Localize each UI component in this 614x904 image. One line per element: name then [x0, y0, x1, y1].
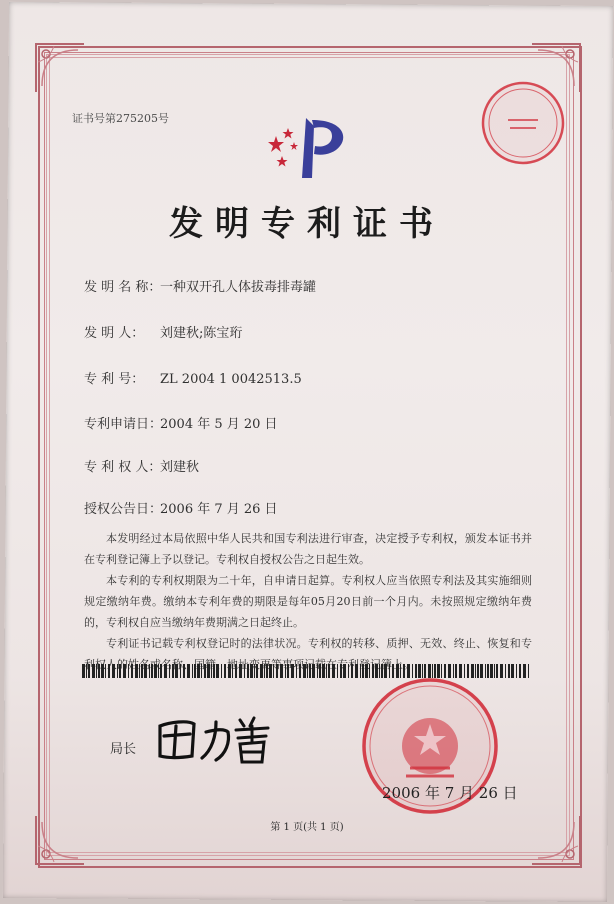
- barcode-bar: [500, 664, 503, 678]
- field-patentee: [84, 456, 199, 475]
- barcode-bar: [221, 664, 222, 678]
- barcode-bar: [303, 664, 306, 678]
- barcode-bar: [180, 664, 181, 678]
- seal-date: 2006 年 7 月 26 日: [382, 784, 518, 802]
- barcode-bar: [519, 664, 521, 678]
- barcode-bar: [232, 664, 233, 678]
- field-value: ZL 2004 1 0042513.5: [160, 372, 302, 387]
- barcode-bar: [340, 664, 342, 678]
- field-value: 刘建秋;陈宝珩: [160, 326, 243, 341]
- barcode-bar: [160, 664, 162, 678]
- barcode-bar: [88, 664, 90, 678]
- barcode-bar: [508, 664, 510, 678]
- director-signature-icon: [150, 712, 280, 768]
- barcode-bar: [505, 664, 506, 678]
- barcode-bar: [523, 664, 526, 678]
- field-application-date: [84, 413, 278, 432]
- barcode-bar: [256, 664, 258, 678]
- barcode-bar: [108, 664, 110, 678]
- barcode-bar: [285, 664, 286, 678]
- barcode-bar: [322, 664, 325, 678]
- barcode-bar: [326, 664, 327, 678]
- barcode-bar: [117, 664, 118, 678]
- barcode-bar: [96, 664, 97, 678]
- barcode-bar: [296, 664, 297, 678]
- barcode-bar: [139, 664, 140, 678]
- field-grant-date: [84, 498, 278, 517]
- corner-ornament-icon: [32, 40, 88, 96]
- barcode-bar: [224, 664, 226, 678]
- field-invention-name: [84, 276, 316, 295]
- barcode-bar: [211, 664, 212, 678]
- body-paragraph: 专利证书记载专利权登记时的法律状况。专利权的转移、质押、无效、终止、恢复和专 权人的姓名 称、国籍、地址变更 项 载在专利登记簿上。: [94, 637, 532, 671]
- field-label: 专利申请日：: [84, 417, 163, 432]
- field-patent-number: [84, 368, 302, 387]
- barcode-bar: [244, 664, 245, 678]
- barcode-bar: [355, 664, 358, 678]
- barcode-bar: [299, 664, 301, 678]
- barcode-bar: [291, 664, 294, 678]
- page-number: 第 1 页(共 1 页): [270, 822, 344, 833]
- barcode-bar: [197, 664, 200, 678]
- barcode-bar: [247, 664, 249, 678]
- barcode-bar: [269, 664, 272, 678]
- barcode-bar: [154, 664, 157, 678]
- field-label: 发 明 人：: [84, 326, 145, 341]
- barcode-bar: [207, 664, 210, 678]
- barcode-bar: [98, 664, 100, 678]
- barcode-bar: [123, 664, 126, 678]
- barcode-bar: [194, 664, 196, 678]
- barcode-bar: [239, 664, 242, 678]
- barcode-bar: [264, 664, 265, 678]
- field-label: 发 明 名 称：: [84, 280, 162, 295]
- barcode-bar: [511, 664, 514, 678]
- barcode-bar: [158, 664, 159, 678]
- field-value: 2004 年 5 月 20 日: [160, 417, 278, 432]
- barcode-bar: [328, 664, 330, 678]
- barcode-bar: [254, 664, 255, 678]
- barcode-bar: [287, 664, 289, 678]
- patent-office-logo-icon: [262, 112, 354, 184]
- barcode-bar: [528, 664, 529, 678]
- barcode-bar: [101, 664, 104, 678]
- barcode-bar: [317, 664, 318, 678]
- barcode-bar: [235, 664, 237, 678]
- barcode-bar: [351, 664, 353, 678]
- barcode-bar: [131, 664, 133, 678]
- barcode-bar: [319, 664, 321, 678]
- barcode-bar: [276, 664, 278, 678]
- field-value: 刘建秋: [160, 460, 200, 475]
- barcode-bar: [250, 664, 253, 678]
- barcode-bar: [164, 664, 167, 678]
- certificate-title: 发明专利证书: [169, 204, 445, 244]
- certificate-body: [84, 528, 532, 675]
- body-paragraph: 本发明经过本局依照中华人民共和国专利法进行审查，决定授予专利权，颁发本证书并在专利登记簿上予以登记。专利权自授权公告之日起生效。: [84, 532, 532, 566]
- barcode-bar: [135, 664, 138, 678]
- barcode-bar: [144, 664, 147, 678]
- barcode-bar: [82, 664, 85, 678]
- field-inventor: [84, 322, 242, 341]
- certificate-number: 证书号第275205号: [72, 112, 169, 125]
- barcode-bar: [516, 664, 517, 678]
- barcode-bar: [187, 664, 190, 678]
- barcode-bar: [204, 664, 206, 678]
- barcode-bar: [266, 664, 268, 678]
- barcode-bar: [92, 664, 95, 678]
- stamp-duty-seal-icon: [478, 78, 568, 168]
- barcode-bar: [309, 664, 311, 678]
- field-label: 授权公告日：: [84, 502, 163, 517]
- field-value: 一种双开孔人体拔毒排毒罐: [160, 280, 317, 295]
- barcode-bar: [112, 664, 115, 678]
- field-label: 专 利 号：: [84, 372, 145, 387]
- barcode-bar: [149, 664, 150, 678]
- barcode-bar: [213, 664, 215, 678]
- barcode-bar: [141, 664, 143, 678]
- barcode-bar: [260, 664, 263, 678]
- barcode-bar: [307, 664, 308, 678]
- barcode-bar: [201, 664, 202, 678]
- field-value: 2006 年 7 月 26 日: [160, 502, 278, 517]
- barcode-bar: [343, 664, 346, 678]
- barcode-bar: [86, 664, 87, 678]
- barcode-bar: [172, 664, 174, 678]
- barcode-bar: [183, 664, 185, 678]
- barcode-bar: [169, 664, 170, 678]
- barcode-bar: [216, 664, 219, 678]
- barcode-bar: [348, 664, 349, 678]
- barcode-bar: [192, 664, 193, 678]
- barcode-bar: [280, 664, 283, 678]
- barcode-bar: [175, 664, 178, 678]
- barcode-bar: [128, 664, 129, 678]
- barcode-bar: [332, 664, 335, 678]
- barcode-bar: [105, 664, 106, 678]
- barcode-bar: [312, 664, 315, 678]
- barcode-bar: [273, 664, 274, 678]
- field-label: 专 利 权 人：: [84, 460, 162, 475]
- barcode-bar: [228, 664, 231, 678]
- director-label: 局长: [110, 742, 137, 757]
- barcode-bar: [119, 664, 121, 678]
- barcode-bar: [151, 664, 153, 678]
- body-paragraph: 本专利的专利权期限为二十年，自申请日起算。专利权人应当依照专利法及其实施细则规定缴纳年费。缴纳本专利年费的期限是每年05月20日前一个月内。未按照规定缴纳年费的，专利权自应当缴纳年费期满之日起终止。: [84, 574, 532, 629]
- barcode-bar: [337, 664, 338, 678]
